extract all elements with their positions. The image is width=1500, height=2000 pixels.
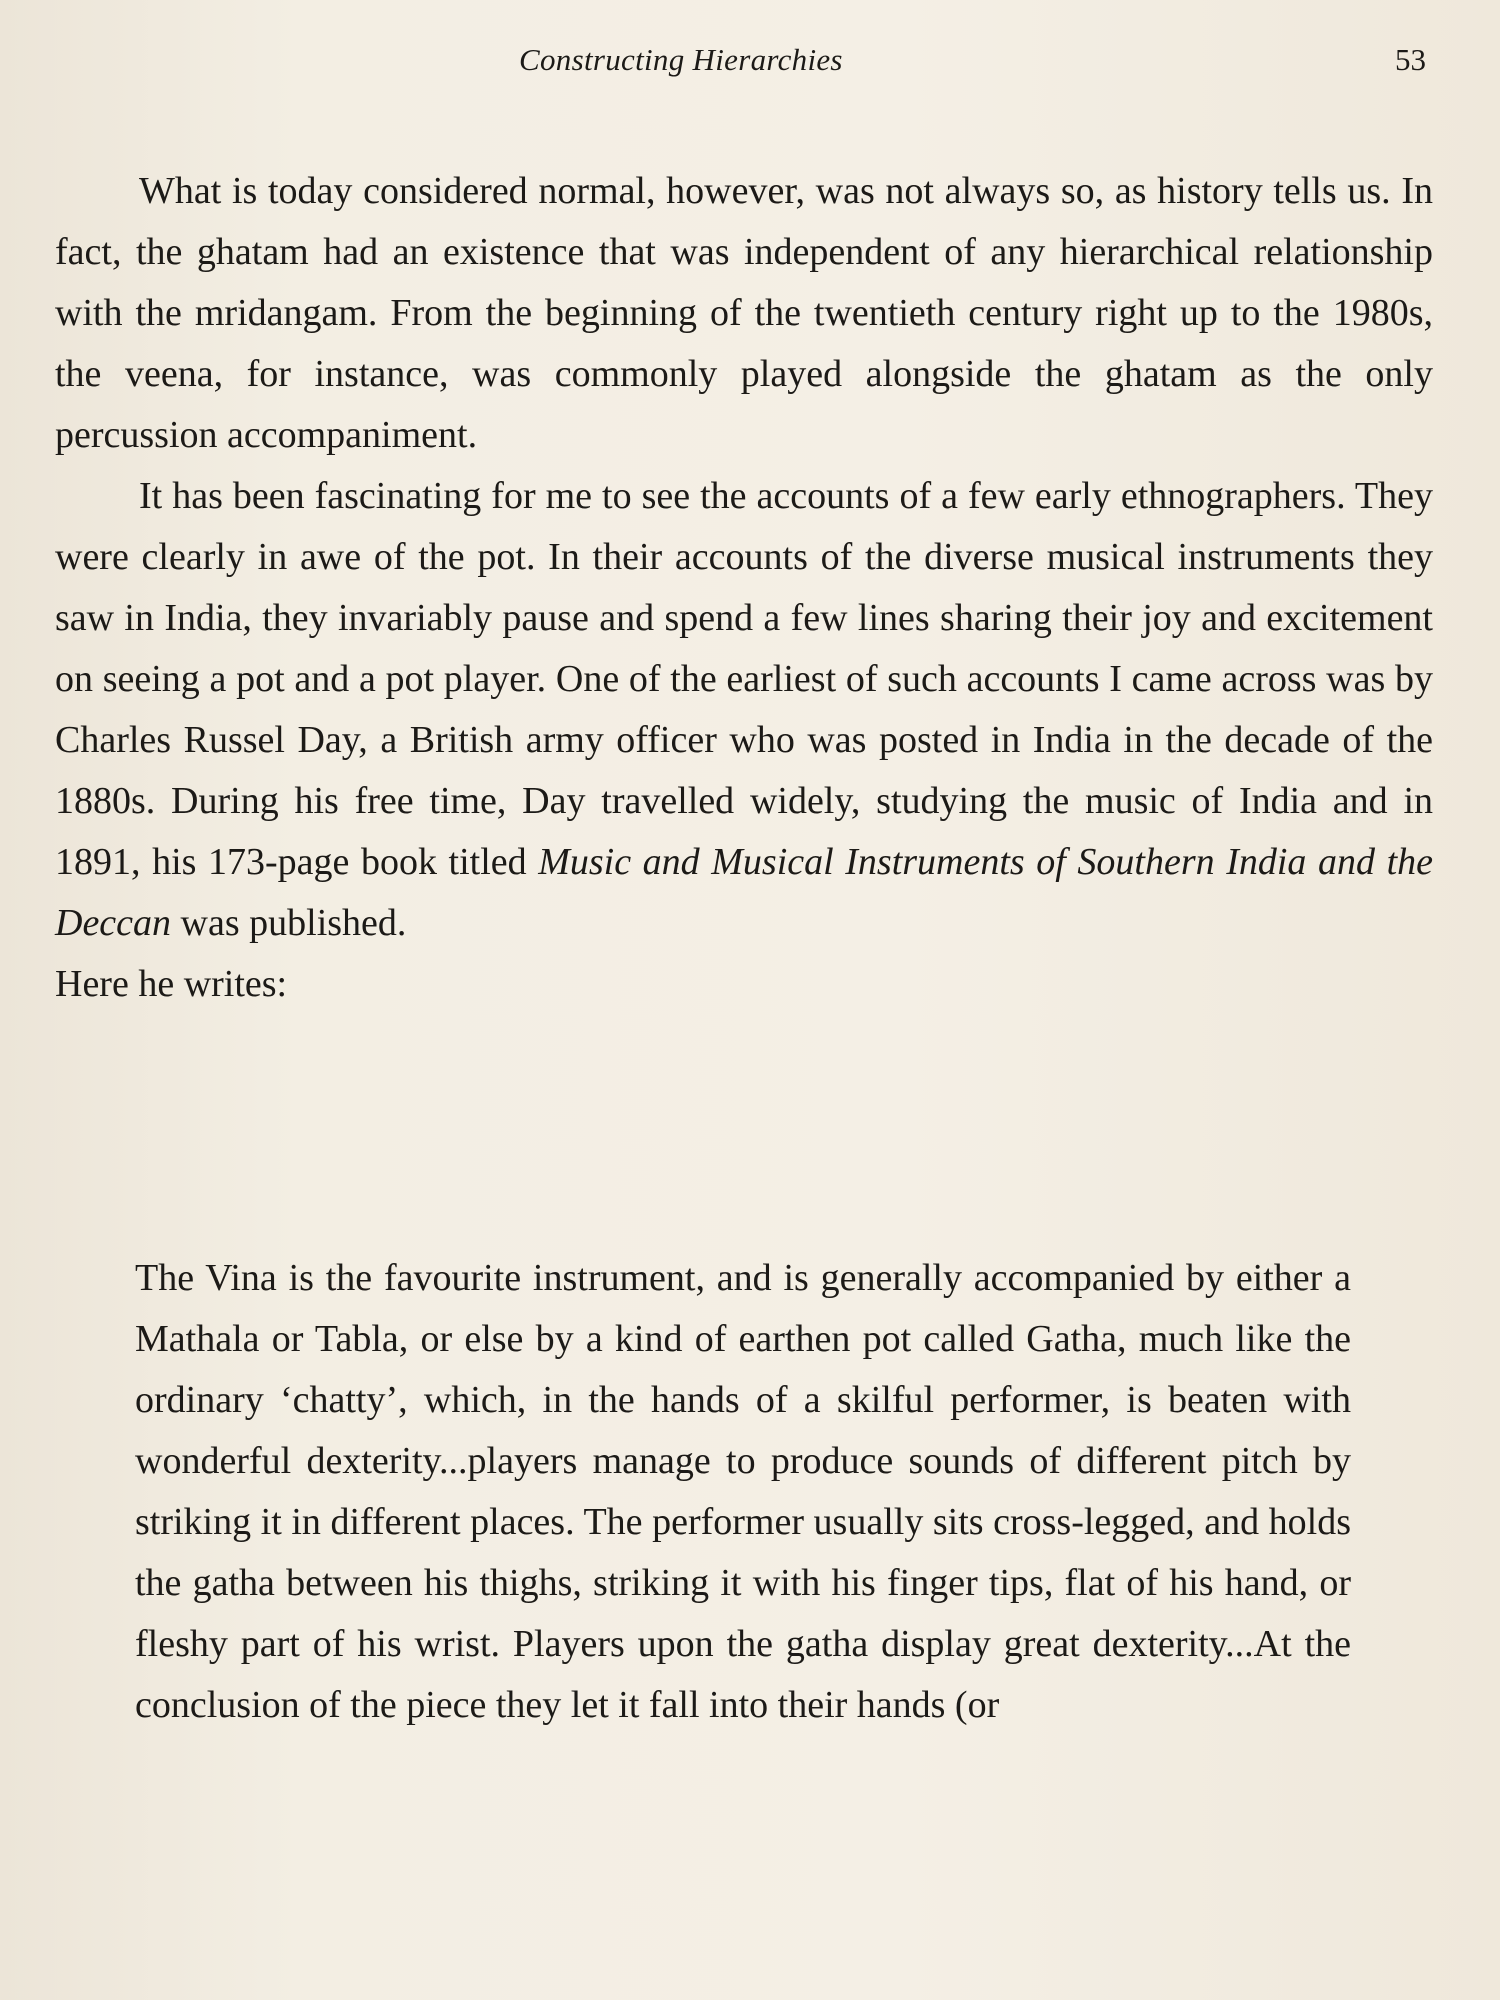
paragraph-1: What is today considered normal, however, was not always so, as history tells us. In fact, the ghatam had an existence that was independent of any hierarchical relationship with the mridangam. From the beginning of the twentieth century right up to the 1980s, the veena, for instance, was commonly played alongside the ghatam as the only percussion accompaniment. [55, 170, 1433, 456]
paragraph-2-text-end: was published. [171, 902, 407, 944]
paragraph-2 [55, 466, 1433, 954]
paragraph-3: Here he writes: [55, 963, 288, 1005]
book-title: Music and Musical Instruments of Southern India and the Deccan [55, 841, 1433, 944]
running-title: Constructing Hierarchies [519, 42, 843, 77]
block-quote-text: The Vina is the favourite instrument, and is generally accompanied by either a Mathala or Tabla, or else by a kind of earthen pot called Gatha, much like the ordinary ‘chatty’, which, in the hands of a skilful performer, is beaten with wonderful dexterity...players manage to produce sounds of different pitch by striking it in different places. The performer usually sits cross-legged, and holds the gatha between his thighs, striking it with his finger tips, flat of his hand, or fleshy part of his wrist. Players upon the gatha display great dexterity...At the conclusion of the piece they let it fall into their hands (or [135, 1257, 1351, 1726]
running-head [0, 38, 1500, 88]
block-quote [135, 1248, 1351, 1736]
paragraph-2-text-start: It has been fascinating for me to see the accounts of a few early ethnographers. They were clearly in awe of the pot. In their accounts of the diverse musical instruments they saw in India, they invariably pause and spend a few lines sharing their joy and excitement on seeing a pot and a pot player. One of the earliest of such accounts I came across was by Charles Russel Day, a British army officer who was posted in India in the decade of the 1880s. During his free time, Day travelled widely, studying the music of India and in 1891, his 173-page book titled [55, 475, 1433, 883]
body-text [55, 161, 1433, 1015]
page-number: 53 [1395, 42, 1426, 77]
